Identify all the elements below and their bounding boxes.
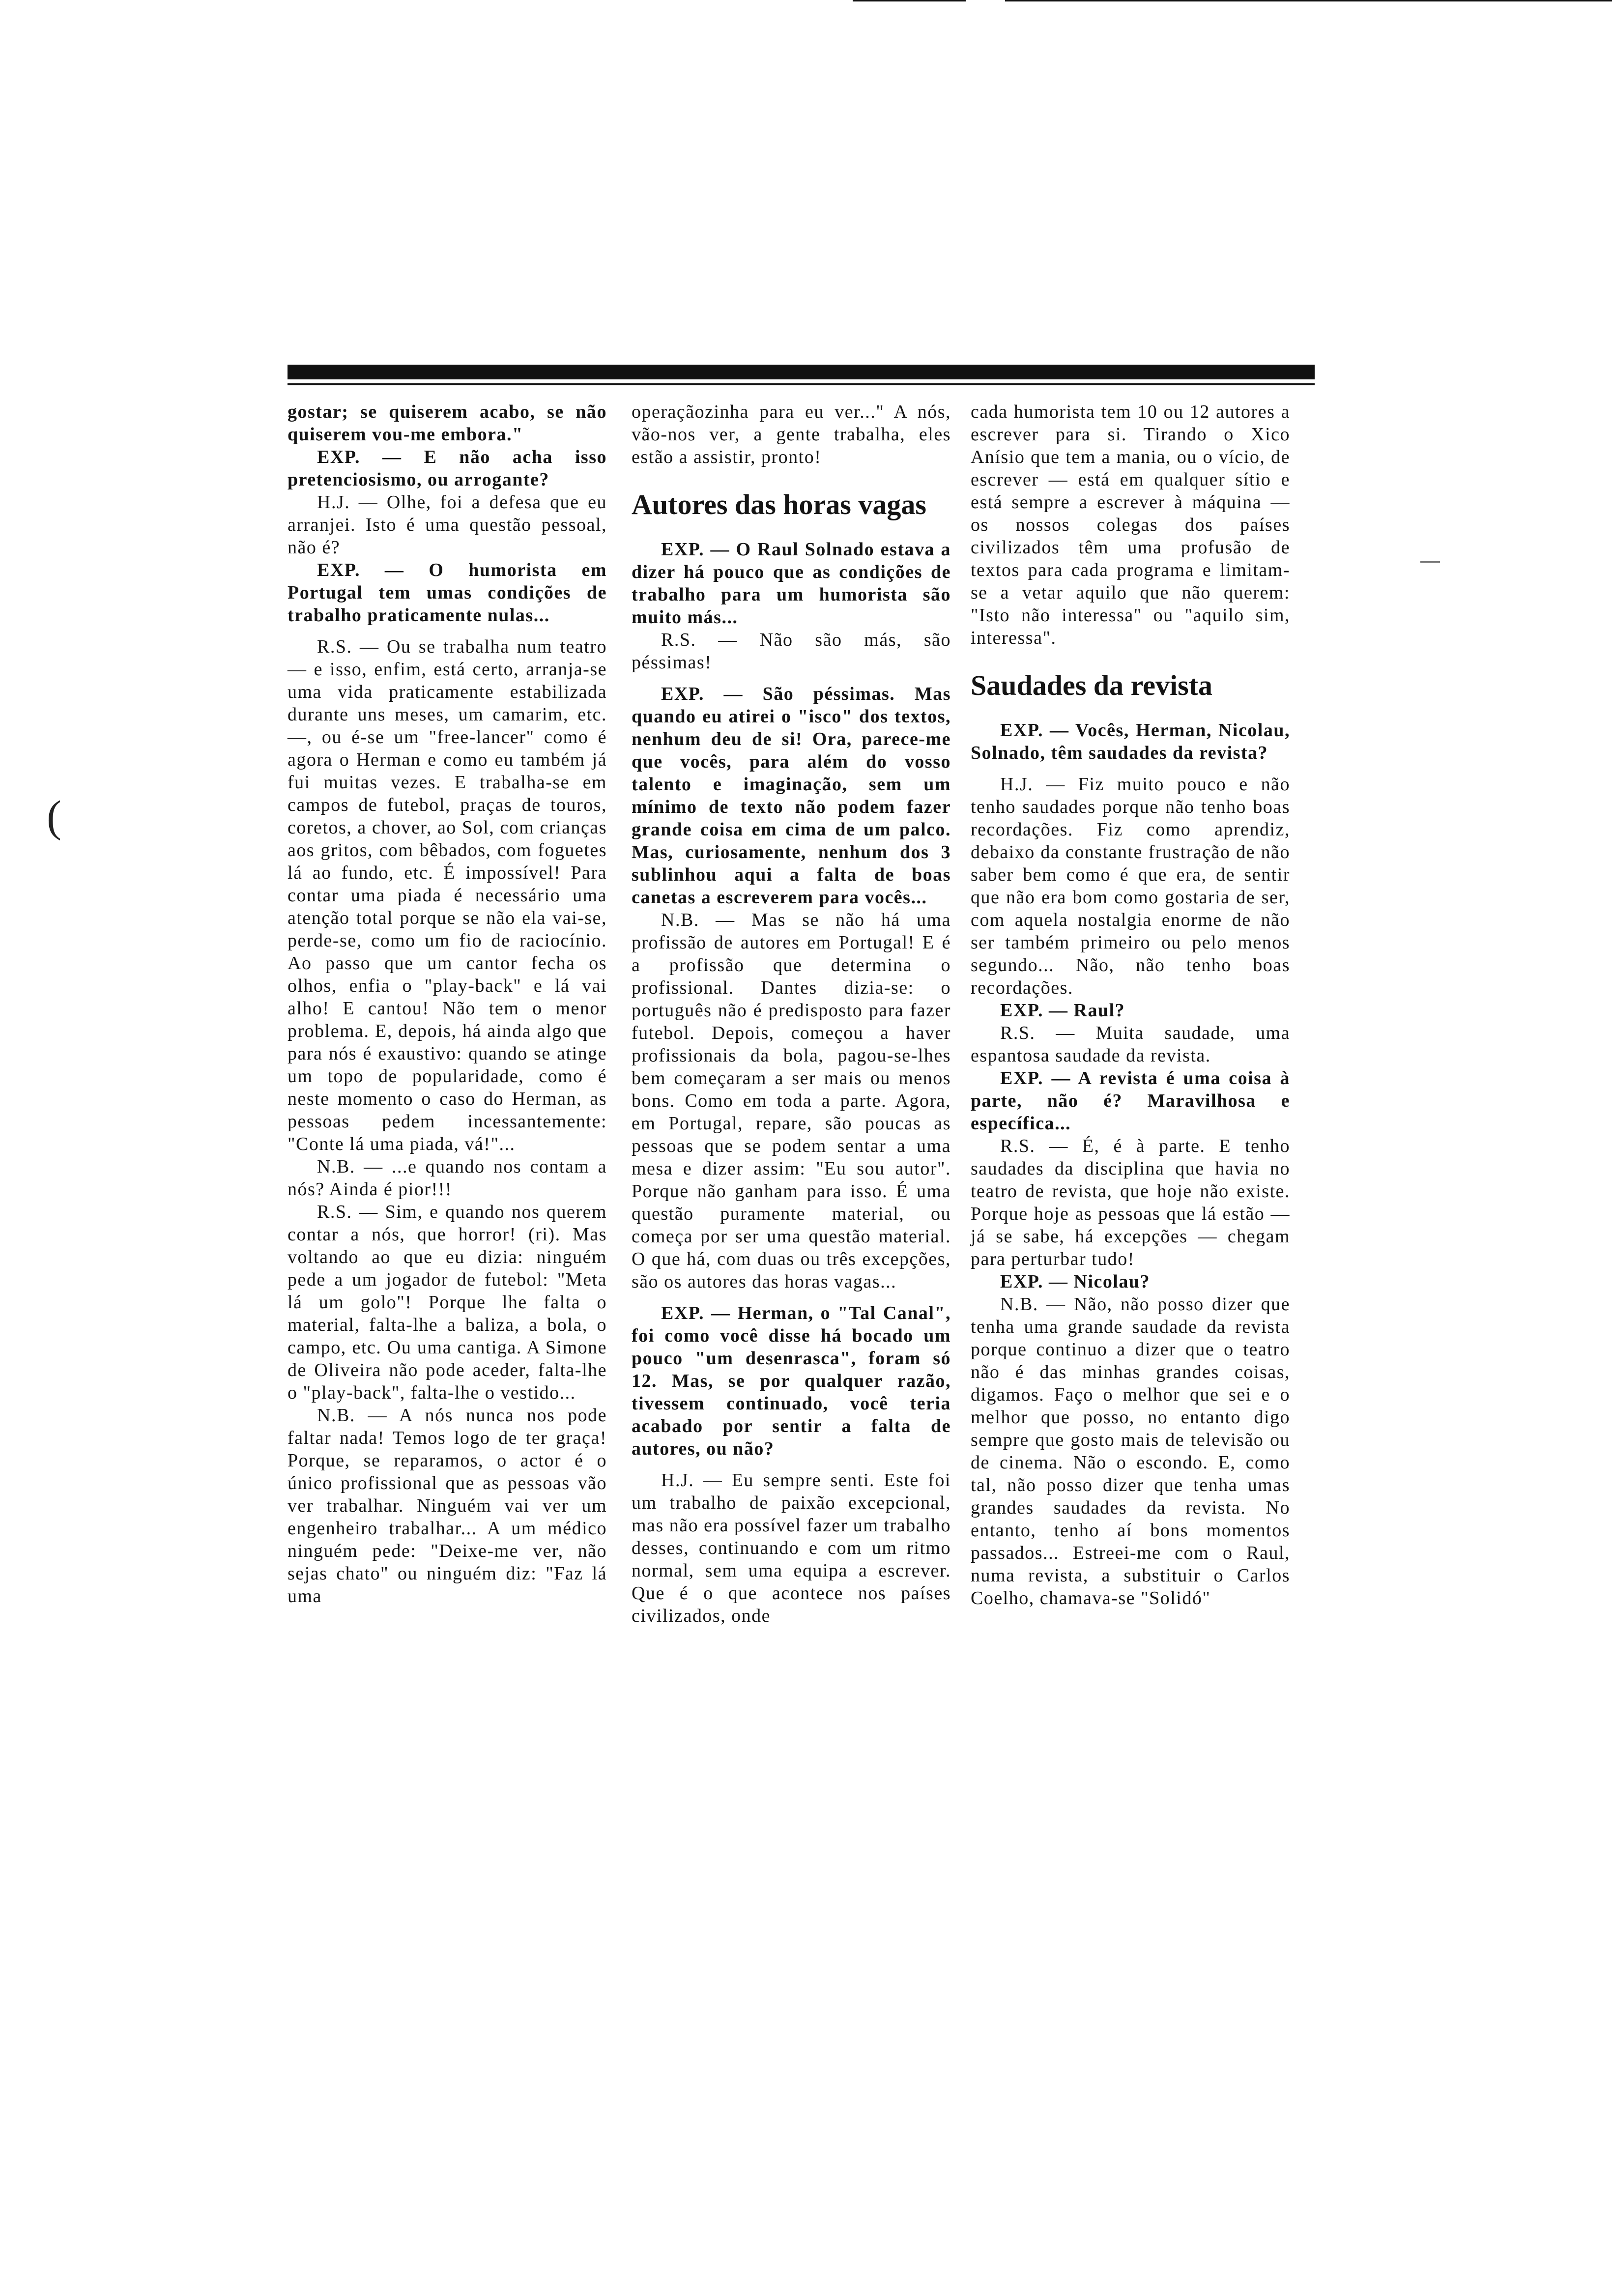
article-paragraph: R.S. — É, é à parte. E tenho saudades da disciplina que havia no teatro de revista, que hoje não existe. Porque hoje as pessoas que lá estão — já se sabe, há excepções — chegam para perturbar tudo!	[971, 1136, 1290, 1269]
right-margin-tick	[1420, 561, 1440, 563]
header-banner-rule	[288, 365, 1315, 379]
article-paragraph: EXP. — A revista é uma coisa à parte, não é? Maravilhosa e específica...	[971, 1068, 1290, 1134]
article-paragraph: R.S. — Não são más, são péssimas!	[632, 630, 951, 673]
article-paragraph: EXP. — Nicolau?	[1000, 1271, 1151, 1292]
article-paragraph: H.J. — Olhe, foi a defesa que eu arranjei. Isto é uma questão pessoal, não é?	[288, 492, 607, 558]
header-banner-underline	[288, 383, 1315, 385]
margin-bracket-mark: (	[47, 792, 61, 841]
article-paragraph: cada humorista tem 10 ou 12 autores a escrever para si. Tirando o Xico Anísio que tem a mania, ou o vício, de escrever — está em qualquer sítio e está sempre a escrever à máquina — os nossos colegas dos países civilizados têm uma profusão de textos para cada programa e limitam-se a vetar aquilo que não querem: "Isto não interessa" ou "aquilo sim, interessa".	[971, 402, 1290, 648]
top-edge-rule-left	[853, 0, 966, 1]
article-paragraph: R.S. — Ou se trabalha num teatro — e isso, enfim, está certo, arranja-se uma vida praticamente estabilizada durante uns meses, um camarim, etc. —, ou é-se um "free-lancer" como é agora o Herman e como eu também já fui muitas vezes. E trabalha-se em campos de futebol, praças de touros, coretos, a chover, ao Sol, com crianças aos gritos, com bêbados, com foguetes lá ao fundo, etc. É impossível! Para contar uma piada é necessário uma atenção total porque se não ela vai-se, perde-se, como um fio de raciocínio. Ao passo que um cantor fecha os olhos, enfia o "play-back" e lá vai alho! E cantou! Não tem o menor problema. E, depois, há ainda algo que para nós é exaustivo: quando se atinge um topo de popularidade, como é neste momento o caso do Herman, as pessoas pedem incessantemente: "Conte lá uma piada, vá!"...	[288, 636, 607, 1154]
article-paragraph: N.B. — Mas se não há uma profissão de autores em Portugal! E é a profissão que determina o profissional. Dantes dizia-se: o português não é predisposto para fazer futebol. Depois, começou a haver profissionais da bola, pagou-se-lhes bem começaram a ser mais ou menos bons. Como em toda a parte. Agora, em Portugal, repare, são poucas as pessoas que se podem sentar a uma mesa e dizer assim: "Eu sou autor". Porque não ganham para isso. É uma questão puramente material, ou começa por ser uma questão material. O que há, com duas ou três excepções, são os autores das horas vagas...	[632, 910, 951, 1292]
article-paragraph: H.J. — Fiz muito pouco e não tenho saudades porque não tenho boas recordações. Fiz como aprendiz, debaixo da constante frustração de não saber bem como é que era, de sentir que não era bom como gostaria de ser, com aquela nostalgia enorme de não ser também primeiro ou pelo menos segundo... Não, não tenho boas recordações.	[971, 774, 1290, 998]
article-paragraph: EXP. — São péssimas. Mas quando eu atirei o "isco" dos textos, nenhum deu de si! Ora, parece-me que vocês, para além do vosso talento e imaginação, sem um mínimo de texto não podem fazer grande coisa em cima de um palco. Mas, curiosamente, nenhum dos 3 sublinhou aqui a falta de boas canetas a escreverem para vocês...	[632, 684, 951, 908]
section-heading: Saudades da revista	[971, 669, 1213, 701]
article-paragraph: EXP. — Vocês, Herman, Nicolau, Solnado, têm saudades da revista?	[971, 720, 1290, 763]
article-paragraph: R.S. — Sim, e quando nos querem contar a nós, que horror! (ri). Mas voltando ao que eu dizia: ninguém pede a um jogador de futebol: "Meta lá um golo"! Porque lhe falta o material, falta-lhe a baliza, a bola, o campo, etc. Ou uma cantiga. A Simone de Oliveira não pode aceder, falta-lhe o "play-back", falta-lhe o vestido...	[288, 1202, 607, 1403]
top-edge-rule-right	[1005, 0, 1612, 1]
section-heading: Autores das horas vagas	[632, 488, 926, 520]
article-paragraph: H.J. — Eu sempre senti. Este foi um trabalho de paixão excepcional, mas não era possível fazer um trabalho desses, continuando e com um ritmo normal, sem uma equipa a escrever. Que é o que acontece nos países civilizados, onde	[632, 1470, 951, 1626]
article-column-3	[971, 401, 1290, 1609]
article-paragraph: EXP. — O humorista em Portugal tem umas condições de trabalho praticamente nulas...	[288, 560, 607, 626]
article-paragraph: EXP. — Herman, o "Tal Canal", foi como você disse há bocado um pouco "um desenrasca", foram só 12. Mas, se por qualquer razão, tivessem continuado, você teria acabado por sentir a falta de autores, ou não?	[632, 1303, 951, 1459]
article-paragraph: N.B. — ...e quando nos contam a nós? Ainda é pior!!!	[288, 1156, 607, 1200]
article-paragraph: EXP. — O Raul Solnado estava a dizer há pouco que as condições de trabalho para um humorista são muito más...	[632, 539, 951, 628]
article-paragraph: EXP. — Raul?	[1000, 1000, 1125, 1021]
article-paragraph: N.B. — A nós nunca nos pode faltar nada! Temos logo de ter graça! Porque, se reparamos, o actor é o único profissional que as pessoas vão ver trabalhar. Ninguém vai ver um engenheiro trabalhar... A um médico ninguém pede: "Deixe-me ver, não sejas chato" ou ninguém diz: "Faz lá uma	[288, 1405, 607, 1607]
article-paragraph: N.B. — Não, não posso dizer que tenha uma grande saudade da revista porque continuo a dizer que o teatro não é das minhas grandes coisas, digamos. Faço o melhor que sei e o melhor que posso, no entanto digo sempre que gosto mais de televisão ou de cinema. Não o escondo. E, como tal, não posso dizer que tenha umas grandes saudades da revista. No entanto, tenho aí bons momentos passados... Estreei-me com o Raul, numa revista, a substituir o Carlos Coelho, chamava-se "Solidó"	[971, 1294, 1290, 1608]
article-column-1	[288, 401, 607, 1607]
article-paragraph: EXP. — E não acha isso pretenciosismo, ou arrogante?	[288, 447, 607, 490]
article-paragraph: R.S. — Muita saudade, uma espantosa saudade da revista.	[971, 1023, 1290, 1066]
article-paragraph: operaçãozinha para eu ver..." A nós, vão-nos ver, a gente trabalha, eles estão a assistir, pronto!	[632, 402, 951, 467]
article-paragraph: gostar; se quiserem acabo, se não quiserem vou-me embora."	[288, 402, 607, 445]
article-column-2	[632, 401, 951, 1627]
